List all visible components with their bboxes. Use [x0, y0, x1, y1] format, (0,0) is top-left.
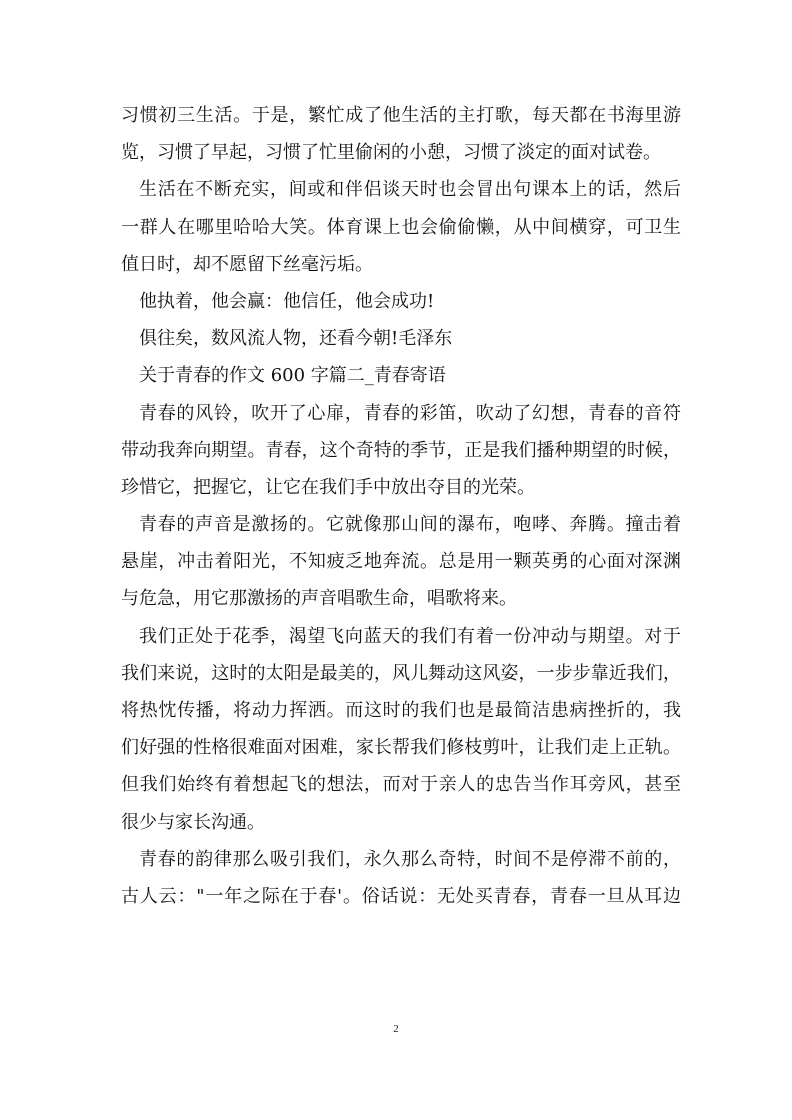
paragraph [121, 395, 681, 507]
paragraph [121, 171, 681, 283]
text-line: 青春的声音是激扬的。它就像那山间的瀑布，咆哮、奔腾。撞击着 [139, 514, 681, 536]
text-line: 们好强的性格很难面对困难，家长帮我们修枝剪叶，让我们走上正轨。 [121, 737, 681, 759]
text-line: 青春的风铃，吹开了心扉，青春的彩笛，吹动了幻想，青春的音符 [139, 402, 681, 424]
text-line: 与危急，用它那激扬的声音唱歌生命，唱歌将来。 [121, 588, 517, 610]
text-line: 生活在不断充实，间或和伴侣谈天时也会冒出句课本上的话，然后 [139, 179, 681, 201]
text-line: 带动我奔向期望。青春，这个奇特的季节，正是我们播种期望的时候， [121, 439, 681, 461]
text-line: 很少与家长沟通。 [121, 811, 265, 833]
text-line: 青春的韵律那么吸引我们，永久那么奇特，时间不是停滞不前的， [139, 848, 681, 870]
text-line: 一群人在哪里哈哈大笑。体育课上也会偷偷懒，从中间横穿，可卫生 [121, 216, 681, 238]
text-line: 但我们始终有着想起飞的想法，而对于亲人的忠告当作耳旁风，甚至 [121, 774, 681, 796]
text-line: 我们来说，这时的太阳是最美的，风儿舞动这风姿，一步步靠近我们， [121, 662, 681, 684]
paragraph [121, 618, 681, 841]
text-line: 古人云："一年之际在于春'。俗话说：无处买青春，青春一旦从耳边 [121, 885, 681, 907]
text-line: 他执着，他会赢：他信任，他会成功! [139, 290, 435, 312]
text-line: 关于青春的作文 600 字篇二_青春寄语 [139, 365, 446, 387]
text-line: 览，习惯了早起，习惯了忙里偷闲的小憩，习惯了淡定的面对试卷。 [121, 142, 661, 164]
paragraph [121, 320, 681, 357]
text-line: 值日时，却不愿留下丝毫污垢。 [121, 253, 373, 275]
text-line: 将热忱传播，将动力挥洒。而这时的我们也是最简洁患病挫折的，我 [121, 700, 681, 721]
text-line: 珍惜它，把握它，让它在我们手中放出夺目的光荣。 [121, 476, 535, 498]
paragraph [121, 97, 681, 171]
paragraph [121, 283, 681, 320]
text-line: 习惯初三生活。于是，繁忙成了他生活的主打歌，每天都在书海里游 [121, 105, 681, 126]
paragraph [121, 841, 681, 915]
paragraph [121, 357, 681, 394]
document-body [121, 97, 681, 915]
text-line: 悬崖，冲击着阳光，不知疲乏地奔流。总是用一颗英勇的心面对深渊 [121, 551, 681, 573]
text-line: 俱往矣，数风流人物，还看今朝!毛泽东 [139, 328, 453, 350]
text-line: 我们正处于花季，渴望飞向蓝天的我们有着一份冲动与期望。对于 [139, 625, 681, 647]
page-number: 2 [393, 1023, 399, 1035]
paragraph [121, 506, 681, 618]
